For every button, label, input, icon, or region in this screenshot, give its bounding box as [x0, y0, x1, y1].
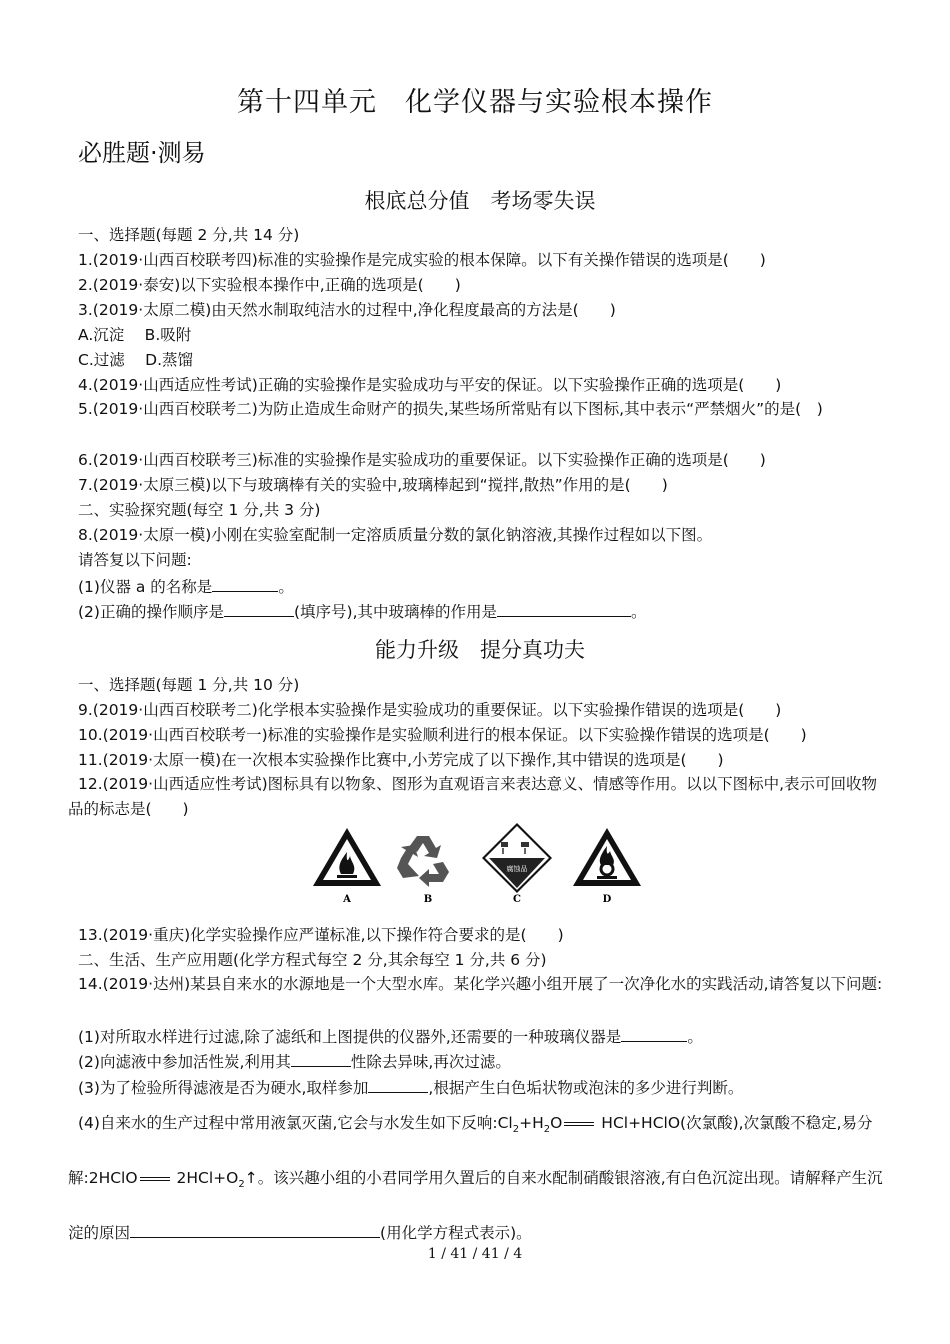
- answer-blank[interactable]: [212, 575, 278, 592]
- text: (2)正确的操作顺序是: [78, 603, 224, 621]
- question-2: 2.(2019·泰安)以下实验根本操作中,正确的选项是( ): [78, 276, 461, 294]
- question-8: 8.(2019·太原一模)小刚在实验室配制一定溶质质量分数的氯化钠溶液,其操作过程如以下图。: [78, 526, 713, 544]
- question-1: 1.(2019·山西百校联考四)标准的实验操作是完成实验的根本保障。以下有关操作错误的选项是( ): [78, 251, 766, 269]
- question-14-part-4: [68, 1099, 884, 1257]
- subscript: 2: [238, 1179, 245, 1191]
- text: HCl+HClO(次氯酸),次氯酸不稳定,易分解:2HClO: [68, 1114, 873, 1188]
- text: (3)为了检验所得滤液是否为硬水,取样参加: [78, 1079, 369, 1097]
- oxidizer-sign: [573, 828, 641, 886]
- question-14-part-2: [78, 1050, 511, 1073]
- question-9: 9.(2019·山西百校联考二)化学根本实验操作是实验成功的重要保证。以下实验操作错误的选项是( ): [78, 701, 782, 719]
- question-3-options-cd: C.过滤 D.蒸馏: [78, 351, 194, 369]
- question-5: 5.(2019·山西百校联考二)为防止造成生命财产的损失,某些场所常贴有以下图标,其中表示“严禁烟火”的是( ): [78, 400, 823, 418]
- recycle-icon: [397, 836, 449, 887]
- sign-label-d: D: [602, 894, 612, 904]
- text: (1)对所取水样进行过滤,除了滤纸和上图提供的仪器外,还需要的一种玻璃仪器是: [78, 1028, 622, 1046]
- text: (用化学方程式表示)。: [380, 1224, 532, 1243]
- question-14: 14.(2019·达州)某县自来水的水源地是一个大型水库。某化学兴趣小组开展了一次净化水的实践活动,请答复以下问题:: [78, 975, 883, 993]
- question-3: 3.(2019·太原二模)由天然水制取纯洁水的过程中,净化程度最高的方法是( ): [78, 301, 616, 319]
- page-subtitle: 必胜题·测易: [78, 139, 206, 167]
- text: 。: [278, 578, 294, 596]
- flammable-sign: [313, 828, 381, 886]
- text: 。: [631, 603, 647, 621]
- equals-sign: [564, 1122, 594, 1126]
- text: (2)向滤液中参加活性炭,利用其: [78, 1053, 291, 1071]
- text: (4)自来水的生产过程中常用液氯灭菌,它会与水发生如下反响:Cl: [78, 1114, 513, 1132]
- text: (填序号),其中玻璃棒的作用是: [293, 603, 497, 621]
- question-12: 12.(2019·山西适应性考试)图标具有以物象、图形为直观语言来表达意义、情感等作用。以以下图标中,表示可回收物品的标志是( ): [68, 775, 878, 818]
- question-3-options-ab: A.沉淀 B.吸附: [78, 326, 192, 344]
- text: 性除去异味,再次过滤。: [350, 1053, 511, 1071]
- part-heading: 二、生活、生产应用题(化学方程式每空 2 分,其余每空 1 分,共 6 分): [78, 951, 547, 969]
- page-title: 第十四单元 化学仪器与实验根本操作: [237, 87, 713, 118]
- subscript: 2: [512, 1124, 520, 1136]
- sign-label-a: A: [343, 894, 351, 904]
- text: ,根据产生白色垢状物或泡沫的多少进行判断。: [428, 1079, 744, 1097]
- sign-label-c: C: [513, 894, 521, 904]
- section-heading-advanced: 能力升级 提分真功夫: [375, 638, 585, 662]
- answer-blank[interactable]: [368, 1076, 428, 1093]
- text: +H: [519, 1114, 544, 1132]
- question-14-part-3: [78, 1076, 743, 1099]
- signs-figure: [305, 822, 645, 904]
- answer-blank[interactable]: [224, 600, 294, 617]
- text: ↑。该兴趣小组的小君同学用久置后的自来水配制硝酸银溶液,有白色沉淀出现。请解释产生沉淀的原因: [68, 1169, 883, 1243]
- corrosive-sign: [482, 823, 552, 893]
- text: 。: [687, 1028, 703, 1046]
- answer-blank[interactable]: [497, 600, 631, 617]
- subscript: 2: [543, 1124, 551, 1136]
- question-8-part-1: [78, 575, 294, 598]
- part-heading: 一、选择题(每题 1 分,共 10 分): [78, 676, 300, 694]
- question-4: 4.(2019·山西适应性考试)正确的实验操作是实验成功与平安的保证。以下实验操作正确的选项是( ): [78, 376, 782, 394]
- question-10: 10.(2019·山西百校联考一)标准的实验操作是实验顺利进行的根本保证。以下实验操作错误的选项是( ): [78, 726, 807, 744]
- corrosive-sign-text: 腐蚀品: [506, 865, 528, 873]
- part-heading: 一、选择题(每题 2 分,共 14 分): [78, 226, 300, 244]
- text: O: [550, 1114, 563, 1132]
- answer-blank[interactable]: [291, 1050, 351, 1067]
- question-13: 13.(2019·重庆)化学实验操作应严谨标准,以下操作符合要求的是( ): [78, 926, 564, 944]
- answer-blank[interactable]: [130, 1221, 380, 1238]
- question-11: 11.(2019·太原一模)在一次根本实验操作比赛中,小芳完成了以下操作,其中错误的选项是( ): [78, 751, 724, 769]
- section-heading-basic: 根底总分值 考场零失误: [364, 189, 596, 213]
- answer-blank[interactable]: [621, 1025, 687, 1042]
- question-7: 7.(2019·太原三模)以下与玻璃棒有关的实验中,玻璃棒起到“搅拌,散热”作用的是( ): [78, 476, 668, 494]
- sign-label-b: B: [423, 894, 433, 904]
- page-footer: 1 / 41 / 41 / 4: [427, 1246, 523, 1262]
- equals-sign: [140, 1177, 170, 1181]
- question-8-part-2: [78, 600, 647, 623]
- text: (1)仪器 a 的名称是: [78, 578, 213, 596]
- question-14-part-1: [78, 1025, 703, 1048]
- text: 2HCl+O: [171, 1169, 239, 1188]
- question-6: 6.(2019·山西百校联考三)标准的实验操作是实验成功的重要保证。以下实验操作正确的选项是( ): [78, 451, 766, 469]
- part-heading: 二、实验探究题(每空 1 分,共 3 分): [78, 501, 321, 519]
- question-8-prompt: 请答复以下问题:: [78, 551, 192, 569]
